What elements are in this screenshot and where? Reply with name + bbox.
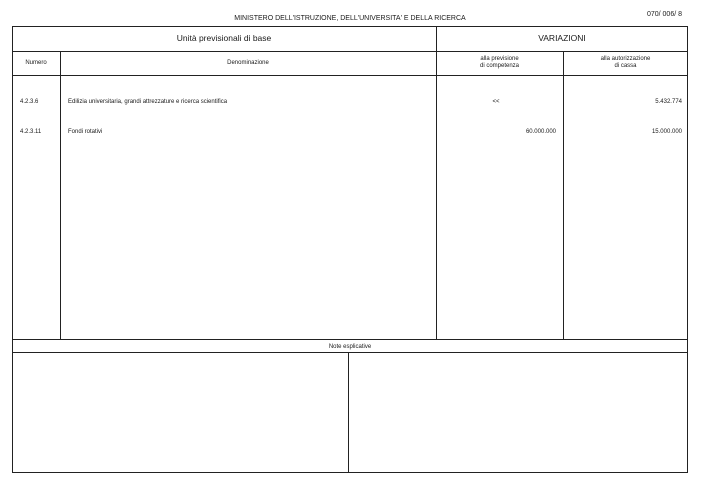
variazioni-divider — [563, 51, 564, 340]
column-header-autorizzazione-line2: di cassa — [614, 63, 637, 69]
column-header-autorizzazione-line1: alla autorizzazione — [600, 56, 651, 62]
row-previsione: << — [492, 99, 500, 105]
column-header-previsione-line2: di competenza — [479, 63, 520, 69]
column-header-denominazione: Denominazione — [227, 60, 269, 66]
numero-divider — [60, 51, 61, 340]
row-autorizzazione: 15.000.000 — [651, 129, 682, 135]
group-header-rule — [12, 51, 688, 52]
column-header-numero: Numero — [25, 60, 47, 66]
notes-title-rule — [12, 352, 688, 353]
group-header-upb: Unità previsionali di base — [176, 33, 272, 43]
row-numero: 4.2.3.11 — [20, 129, 42, 135]
notes-title: Note esplicative — [328, 344, 372, 350]
notes-frame — [12, 340, 688, 473]
column-header-rule — [12, 75, 688, 76]
document-code: 070/ 006/ 8 — [646, 11, 682, 18]
row-denominazione: Fondi rotativi — [68, 129, 103, 135]
ministry-header: MINISTERO DELL'ISTRUZIONE, DELL'UNIVERSITA' E DELLA RICERCA — [234, 15, 466, 22]
table-frame — [12, 26, 688, 340]
row-numero: 4.2.3.6 — [20, 99, 39, 105]
notes-divider — [348, 352, 349, 473]
column-header-previsione-line1: alla previsione — [480, 56, 519, 62]
row-previsione: 60.000.000 — [525, 129, 556, 135]
group-divider — [436, 26, 437, 340]
row-denominazione: Edilizia universitaria, grandi attrezzature e ricerca scientifica — [68, 99, 228, 105]
row-autorizzazione: 5.432.774 — [655, 99, 682, 105]
group-header-variazioni: VARIAZIONI — [538, 33, 586, 43]
